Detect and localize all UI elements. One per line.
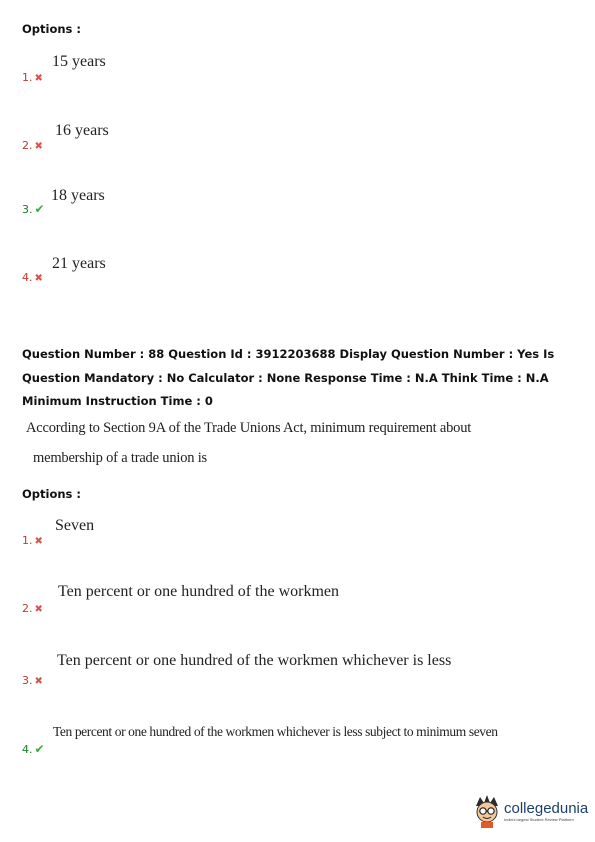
cross-icon: ✖ (34, 536, 43, 547)
question-meta: Question Number : 88 Question Id : 3912203688 Display Question Number : Yes Is Question Mandatory : No Calculator : None Response Time : N.A Think Time : N.A Minimum Instruction Time : 0 (22, 347, 555, 408)
option-text: 18 years (51, 187, 105, 204)
option-number: 3. ✖ (22, 674, 43, 687)
collegedunia-logo (472, 794, 588, 828)
cross-icon: ✖ (34, 73, 43, 84)
cross-icon: ✖ (34, 141, 43, 152)
option-number: 2. ✖ (22, 602, 43, 615)
question-text-line1: According to Section 9A of the Trade Unions Act, minimum requirement about (26, 420, 472, 436)
option-text: Ten percent or one hundred of the workmen (58, 583, 339, 600)
option-number: 4. ✔ (22, 742, 45, 756)
options-label: Options : (22, 487, 81, 501)
cross-icon: ✖ (34, 273, 43, 284)
options-label: Options : (22, 22, 81, 36)
logo-tagline: India's largest Student Review Platform (504, 817, 574, 822)
option-text: 16 years (55, 122, 109, 139)
logo-wordmark: collegedunia (504, 800, 589, 817)
option-text: 21 years (52, 255, 106, 272)
cross-icon: ✖ (34, 676, 43, 687)
option-text: Ten percent or one hundred of the workmen whichever is less (57, 652, 452, 669)
option-number: 1. ✖ (22, 534, 43, 547)
option-text: Seven (55, 517, 95, 534)
option-text: 15 years (52, 53, 106, 70)
check-icon: ✔ (34, 742, 45, 756)
cross-icon: ✖ (34, 604, 43, 615)
check-icon: ✔ (34, 202, 45, 216)
option-number: 4. ✖ (22, 271, 43, 284)
option-number: 3. ✔ (22, 202, 45, 216)
option-number: 1. ✖ (22, 71, 43, 84)
question-text-line2: membership of a trade union is (33, 450, 207, 466)
option-number: 2. ✖ (22, 139, 43, 152)
option-text: Ten percent or one hundred of the workmen whichever is less subject to minimum seven (53, 724, 498, 739)
mascot-icon (472, 794, 502, 828)
